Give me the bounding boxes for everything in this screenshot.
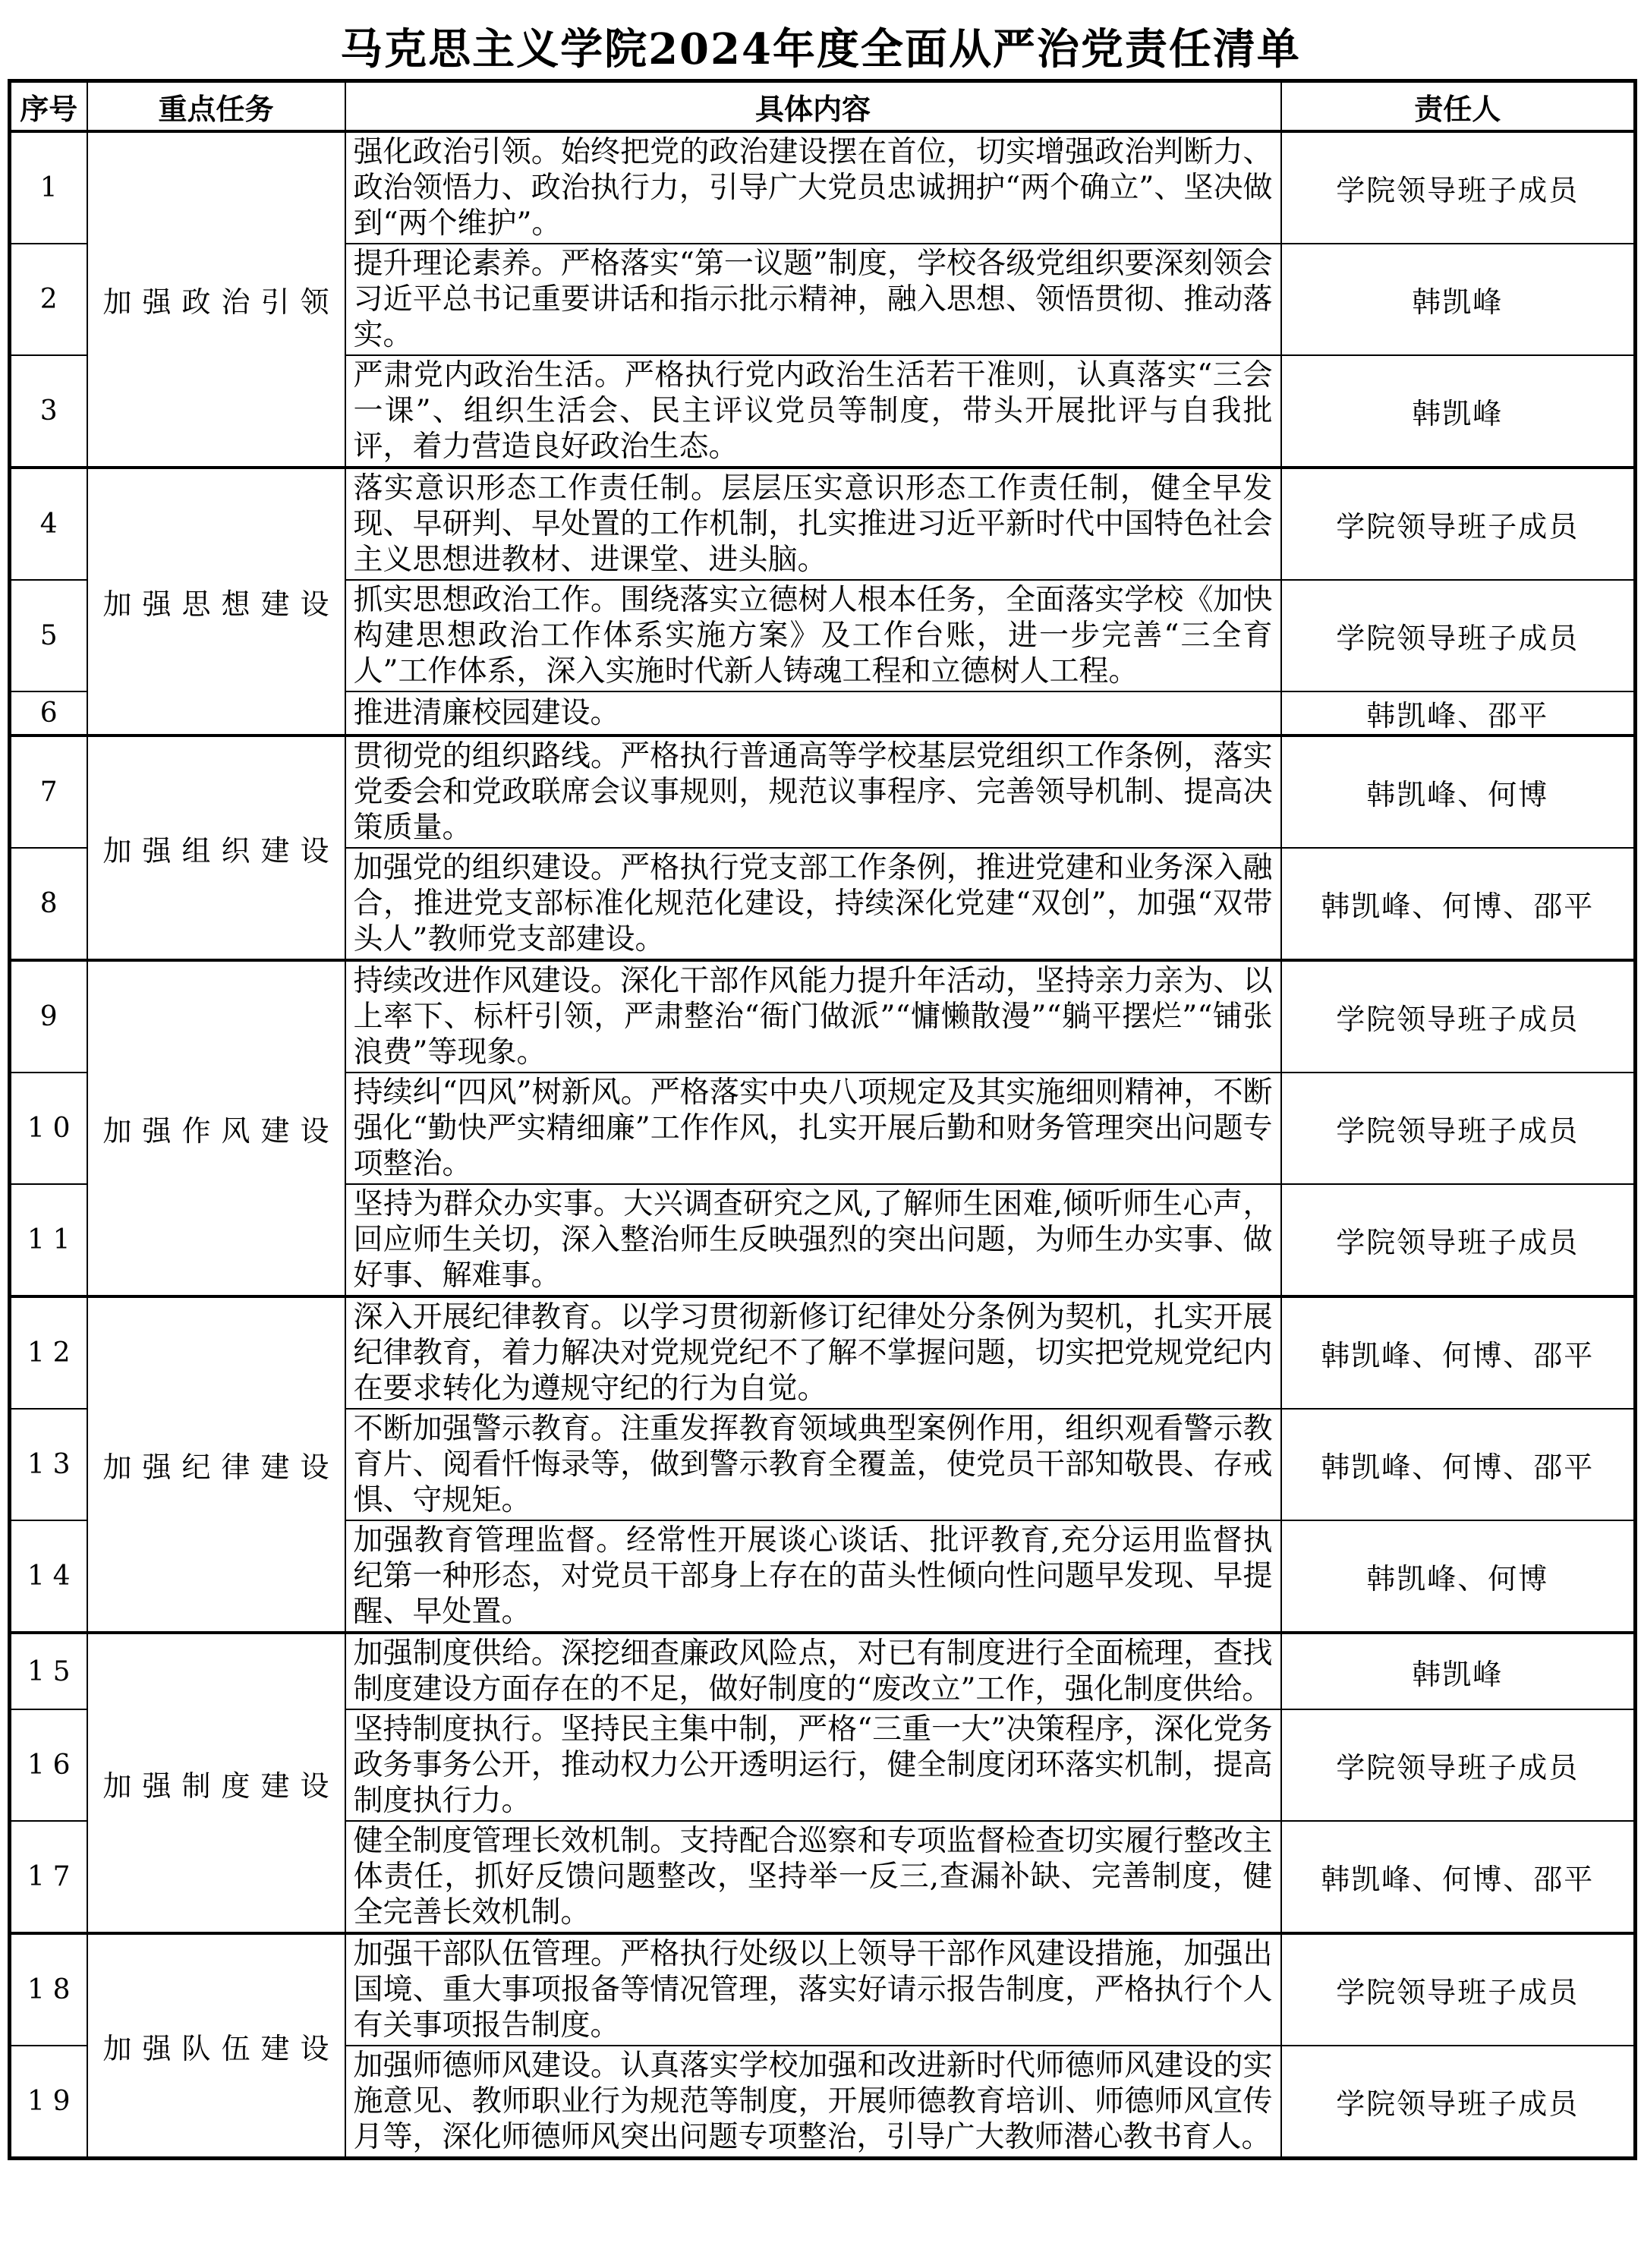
content-cell: 持续纠“四风”树新风。严格落实中央八项规定及其实施细则精神，不断强化“勤快严实精细廉”工作作风，扎实开展后勤和财务管理突出问题专项整治。 — [345, 1073, 1281, 1184]
row-number-cell: 16 — [10, 1709, 87, 1821]
row-number-cell: 10 — [10, 1073, 87, 1184]
task-group-cell: 加强政治引领 — [87, 131, 345, 468]
owner-cell: 学院领导班子成员 — [1281, 580, 1636, 691]
page-title: 马克思主义学院2024年度全面从严治党责任清单 — [340, 24, 1301, 74]
owner-cell: 学院领导班子成员 — [1281, 2046, 1636, 2159]
content-cell: 强化政治引领。始终把党的政治建设摆在首位，切实增强政治判断力、政治领悟力、政治执行力，引导广大党员忠诚拥护“两个确立”、坚决做到“两个维护”。 — [345, 131, 1281, 244]
header-no: 序号 — [10, 81, 87, 132]
content-cell: 不断加强警示教育。注重发挥教育领域典型案例作用，组织观看警示教育片、阅看忏悔录等，做到警示教育全覆盖，使党员干部知敬畏、存戒惧、守规矩。 — [345, 1409, 1281, 1520]
content-cell: 坚持制度执行。坚持民主集中制，严格“三重一大”决策程序，深化党务政务事务公开，推动权力公开透明运行，健全制度闭环落实机制，提高制度执行力。 — [345, 1709, 1281, 1821]
owner-cell: 韩凯峰、何博、邵平 — [1281, 1821, 1636, 1933]
task-group-cell: 加强思想建设 — [87, 468, 345, 736]
task-group-cell: 加强作风建设 — [87, 960, 345, 1296]
owner-cell: 韩凯峰 — [1281, 1633, 1636, 1709]
content-cell: 加强干部队伍管理。严格执行处级以上领导干部作风建设措施，加强出国境、重大事项报备等情况管理，落实好请示报告制度，严格执行个人有关事项报告制度。 — [345, 1933, 1281, 2046]
content-cell: 提升理论素养。严格落实“第一议题”制度，学校各级党组织要深刻领会习近平总书记重要讲话和指示批示精神，融入思想、领悟贯彻、推动落实。 — [345, 244, 1281, 355]
owner-cell: 韩凯峰、何博、邵平 — [1281, 1409, 1636, 1520]
owner-cell: 韩凯峰 — [1281, 355, 1636, 468]
header-owner: 责任人 — [1281, 81, 1636, 132]
table-row — [10, 1296, 1636, 1409]
row-number-cell: 1 — [10, 131, 87, 244]
table-row — [10, 1933, 1636, 2046]
content-cell: 加强制度供给。深挖细查廉政风险点，对已有制度进行全面梳理，查找制度建设方面存在的不足，做好制度的“废改立”工作，强化制度供给。 — [345, 1633, 1281, 1709]
row-number-cell: 9 — [10, 960, 87, 1073]
table-body — [10, 131, 1636, 2159]
owner-cell: 学院领导班子成员 — [1281, 1184, 1636, 1296]
row-number-cell: 17 — [10, 1821, 87, 1933]
row-number-cell: 8 — [10, 848, 87, 960]
table-row — [10, 960, 1636, 1073]
owner-cell: 韩凯峰、何博 — [1281, 736, 1636, 848]
task-group-cell: 加强队伍建设 — [87, 1933, 345, 2159]
content-cell: 坚持为群众办实事。大兴调查研究之风,了解师生困难,倾听师生心声，回应师生关切，深入整治师生反映强烈的突出问题，为师生办实事、做好事、解难事。 — [345, 1184, 1281, 1296]
row-number-cell: 4 — [10, 468, 87, 580]
content-cell: 抓实思想政治工作。围绕落实立德树人根本任务，全面落实学校《加快构建思想政治工作体系实施方案》及工作台账，进一步完善“三全育人”工作体系，深入实施时代新人铸魂工程和立德树人工程。 — [345, 580, 1281, 691]
content-cell: 严肃党内政治生活。严格执行党内政治生活若干准则，认真落实“三会一课”、组织生活会、民主评议党员等制度，带头开展批评与自我批评，着力营造良好政治生态。 — [345, 355, 1281, 468]
task-group-cell: 加强制度建设 — [87, 1633, 345, 1933]
content-cell: 加强教育管理监督。经常性开展谈心谈话、批评教育,充分运用监督执纪第一种形态，对党员干部身上存在的苗头性倾向性问题早发现、早提醒、早处置。 — [345, 1520, 1281, 1633]
owner-cell: 学院领导班子成员 — [1281, 1709, 1636, 1821]
row-number-cell: 15 — [10, 1633, 87, 1709]
row-number-cell: 12 — [10, 1296, 87, 1409]
header-row — [10, 81, 1636, 132]
owner-cell: 学院领导班子成员 — [1281, 131, 1636, 244]
row-number-cell: 6 — [10, 691, 87, 736]
task-group-cell: 加强纪律建设 — [87, 1296, 345, 1633]
responsibility-table — [8, 79, 1637, 2160]
header-content: 具体内容 — [345, 81, 1281, 132]
content-cell: 推进清廉校园建设。 — [345, 691, 1281, 736]
row-number-cell: 11 — [10, 1184, 87, 1296]
content-cell: 加强党的组织建设。严格执行党支部工作条例，推进党建和业务深入融合，推进党支部标准化规范化建设，持续深化党建“双创”，加强“双带头人”教师党支部建设。 — [345, 848, 1281, 960]
row-number-cell: 2 — [10, 244, 87, 355]
table-row — [10, 468, 1636, 580]
owner-cell: 韩凯峰、邵平 — [1281, 691, 1636, 736]
content-cell: 落实意识形态工作责任制。层层压实意识形态工作责任制，健全早发现、早研判、早处置的工作机制，扎实推进习近平新时代中国特色社会主义思想进教材、进课堂、进头脑。 — [345, 468, 1281, 580]
task-group-cell: 加强组织建设 — [87, 736, 345, 960]
table-row — [10, 736, 1636, 848]
content-cell: 持续改进作风建设。深化干部作风能力提升年活动，坚持亲力亲为、以上率下、标杆引领，严肃整治“衙门做派”“慵懒散漫”“躺平摆烂”“铺张浪费”等现象。 — [345, 960, 1281, 1073]
row-number-cell: 18 — [10, 1933, 87, 2046]
owner-cell: 学院领导班子成员 — [1281, 468, 1636, 580]
table-row — [10, 131, 1636, 244]
content-cell: 健全制度管理长效机制。支持配合巡察和专项监督检查切实履行整改主体责任，抓好反馈问题整改，坚持举一反三,查漏补缺、完善制度，健全完善长效机制。 — [345, 1821, 1281, 1933]
row-number-cell: 7 — [10, 736, 87, 848]
content-cell: 贯彻党的组织路线。严格执行普通高等学校基层党组织工作条例，落实党委会和党政联席会议事规则，规范议事程序、完善领导机制、提高决策质量。 — [345, 736, 1281, 848]
table-header — [10, 81, 1636, 132]
owner-cell: 韩凯峰、何博、邵平 — [1281, 1296, 1636, 1409]
owner-cell: 学院领导班子成员 — [1281, 960, 1636, 1073]
row-number-cell: 5 — [10, 580, 87, 691]
owner-cell: 韩凯峰、何博 — [1281, 1520, 1636, 1633]
owner-cell: 韩凯峰、何博、邵平 — [1281, 848, 1636, 960]
row-number-cell: 19 — [10, 2046, 87, 2159]
row-number-cell: 13 — [10, 1409, 87, 1520]
table-row — [10, 1633, 1636, 1709]
owner-cell: 韩凯峰 — [1281, 244, 1636, 355]
owner-cell: 学院领导班子成员 — [1281, 1073, 1636, 1184]
row-number-cell: 3 — [10, 355, 87, 468]
header-task: 重点任务 — [87, 81, 345, 132]
row-number-cell: 14 — [10, 1520, 87, 1633]
owner-cell: 学院领导班子成员 — [1281, 1933, 1636, 2046]
content-cell: 加强师德师风建设。认真落实学校加强和改进新时代师德师风建设的实施意见、教师职业行为规范等制度，开展师德教育培训、师德师风宣传月等，深化师德师风突出问题专项整治，引导广大教师潜心教书育人。 — [345, 2046, 1281, 2159]
content-cell: 深入开展纪律教育。以学习贯彻新修订纪律处分条例为契机，扎实开展纪律教育，着力解决对党规党纪不了解不掌握问题，切实把党规党纪内在要求转化为遵规守纪的行为自觉。 — [345, 1296, 1281, 1409]
